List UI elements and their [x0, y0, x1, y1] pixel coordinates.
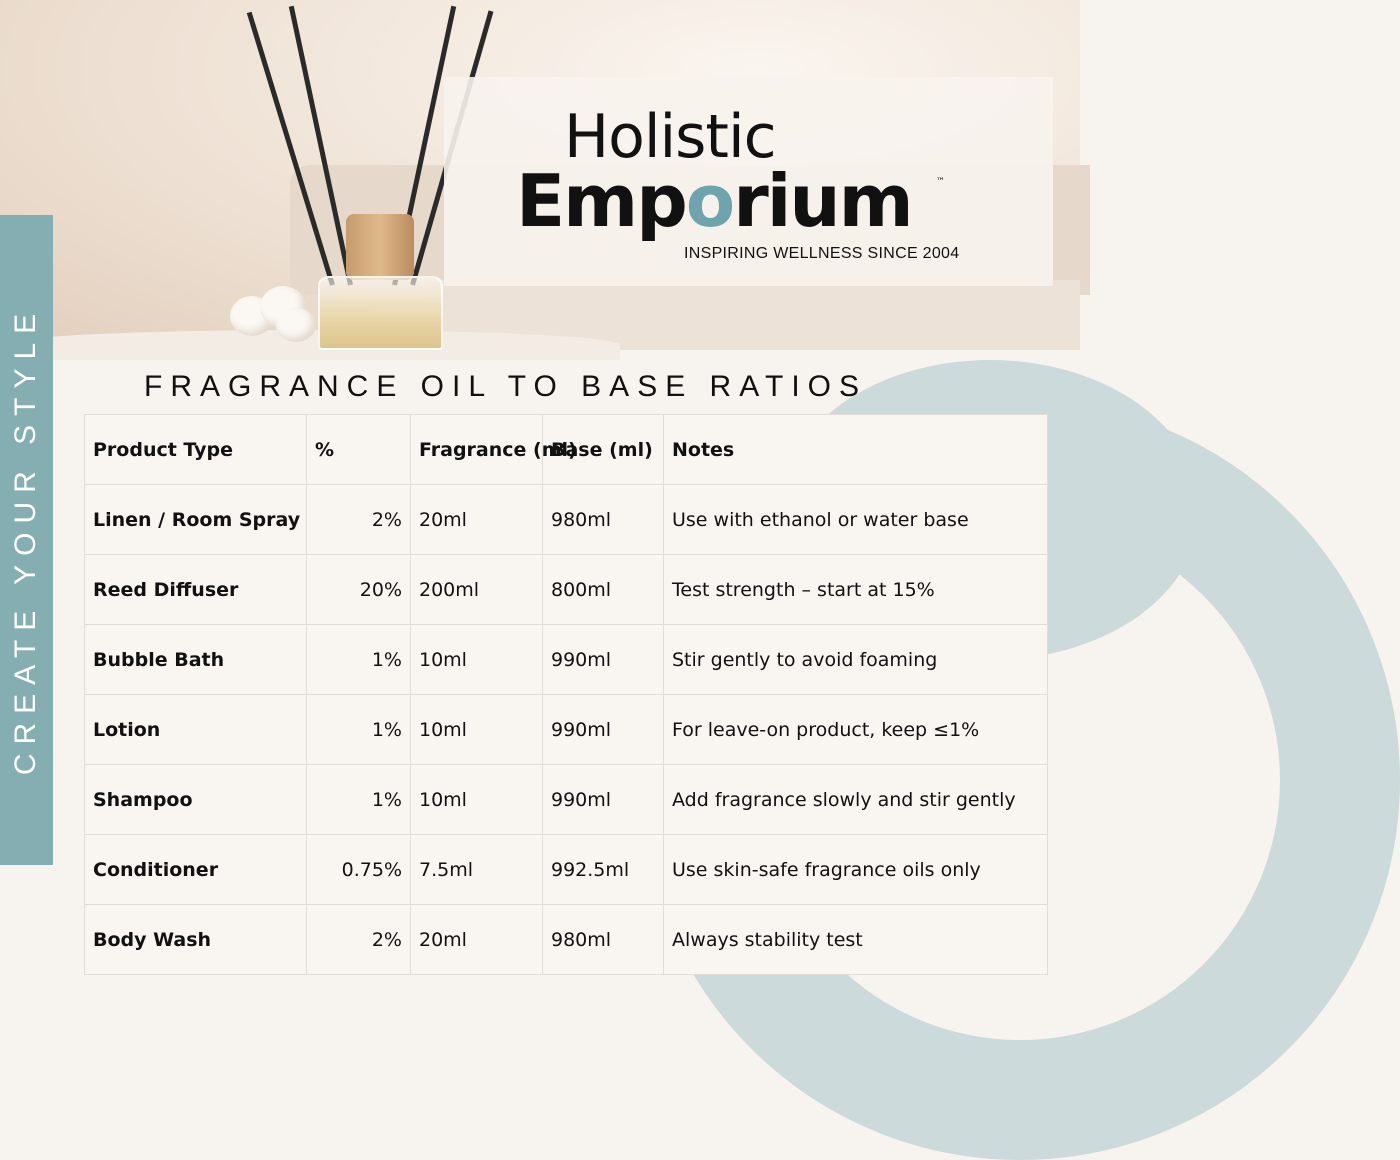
trademark-mark: ™	[936, 177, 945, 187]
header-product-type: Product Type	[85, 415, 307, 485]
cell-percent: 1%	[307, 625, 411, 695]
cell-product-type: Body Wash	[85, 905, 307, 975]
cell-product-type: Bubble Bath	[85, 625, 307, 695]
cell-percent: 1%	[307, 695, 411, 765]
cell-product-type: Lotion	[85, 695, 307, 765]
cell-percent: 1%	[307, 765, 411, 835]
table-row	[85, 485, 1048, 555]
cell-notes: For leave-on product, keep ≤1%	[664, 695, 1048, 765]
logo-word-holistic: Holistic	[564, 102, 776, 172]
cell-base: 992.5ml	[543, 835, 664, 905]
cotton-flower	[220, 282, 320, 342]
table-header-row	[85, 415, 1048, 485]
swirl-icon: o	[685, 159, 734, 243]
logo-tagline: INSPIRING WELLNESS SINCE 2004	[684, 245, 960, 262]
cell-product-type: Linen / Room Spray	[85, 485, 307, 555]
cell-fragrance: 20ml	[411, 485, 543, 555]
cell-notes: Stir gently to avoid foaming	[664, 625, 1048, 695]
table-row	[85, 905, 1048, 975]
diffuser-bottle	[318, 276, 443, 350]
cell-fragrance: 10ml	[411, 765, 543, 835]
cell-base: 980ml	[543, 905, 664, 975]
table-row	[85, 625, 1048, 695]
ratios-table	[84, 414, 1048, 975]
cell-product-type: Conditioner	[85, 835, 307, 905]
header-base: Base (ml)	[543, 415, 664, 485]
cell-notes: Test strength – start at 15%	[664, 555, 1048, 625]
cell-percent: 2%	[307, 485, 411, 555]
cell-notes: Always stability test	[664, 905, 1048, 975]
side-label: CREATE YOUR STYLE	[9, 304, 42, 776]
logo-word-emporium: Emporium	[516, 159, 912, 243]
cell-notes: Use skin-safe fragrance oils only	[664, 835, 1048, 905]
cell-base: 990ml	[543, 765, 664, 835]
table-row	[85, 555, 1048, 625]
cell-fragrance: 10ml	[411, 695, 543, 765]
header-notes: Notes	[664, 415, 1048, 485]
cell-fragrance: 20ml	[411, 905, 543, 975]
header-percent: %	[307, 415, 411, 485]
cell-notes: Add fragrance slowly and stir gently	[664, 765, 1048, 835]
header-fragrance: Fragrance (ml)	[411, 415, 543, 485]
page-title: FRAGRANCE OIL TO BASE RATIOS	[144, 370, 867, 403]
cell-product-type: Reed Diffuser	[85, 555, 307, 625]
cell-percent: 2%	[307, 905, 411, 975]
cell-base: 990ml	[543, 695, 664, 765]
cell-fragrance: 7.5ml	[411, 835, 543, 905]
cell-product-type: Shampoo	[85, 765, 307, 835]
cell-base: 990ml	[543, 625, 664, 695]
logo	[444, 77, 1053, 286]
cell-percent: 20%	[307, 555, 411, 625]
table-row	[85, 695, 1048, 765]
diffuser-cap	[346, 214, 414, 280]
cell-notes: Use with ethanol or water base	[664, 485, 1048, 555]
cell-fragrance: 200ml	[411, 555, 543, 625]
cell-percent: 0.75%	[307, 835, 411, 905]
cell-fragrance: 10ml	[411, 625, 543, 695]
cell-base: 980ml	[543, 485, 664, 555]
cell-base: 800ml	[543, 555, 664, 625]
table-row	[85, 835, 1048, 905]
table-row	[85, 765, 1048, 835]
